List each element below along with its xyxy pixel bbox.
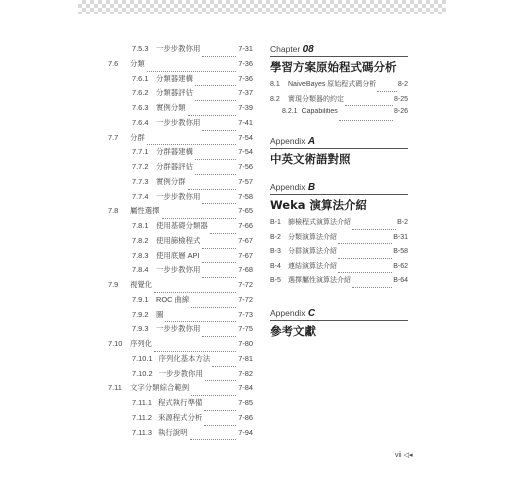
toc-entry-page: 7-82: [238, 368, 253, 378]
toc-entry: [108, 295, 253, 310]
appendix-label-text: Appendix: [270, 182, 306, 192]
toc-entry-title: 分類: [130, 58, 145, 68]
toc-entry-page: 7-80: [238, 339, 253, 348]
toc-entry-page: 7-39: [238, 103, 253, 112]
page-number: vii: [395, 452, 402, 459]
toc-entry-page: 7-66: [238, 221, 253, 230]
toc-entry-page: 7-68: [238, 265, 253, 275]
appendix-a-title: 中英文術語對照: [270, 152, 351, 166]
toc-entry-number: B-1: [270, 219, 281, 226]
toc-entry-number: 7.10.2: [132, 368, 153, 378]
dot-leader: [205, 379, 236, 381]
toc-entry-page: 8-25: [393, 95, 408, 103]
toc-entry: [270, 261, 408, 276]
toc-entry-title: 使用篩檢程式: [156, 235, 201, 245]
toc-entry-number: 7.11.3: [132, 427, 152, 437]
dot-leader: [188, 188, 237, 190]
toc-entry-title: 一步步教你用: [156, 117, 201, 127]
appendix-c-block: [270, 308, 408, 339]
toc-entry-number: 7.8.3: [132, 250, 149, 260]
toc-entry: [108, 324, 253, 339]
toc-entry: [270, 94, 408, 109]
dot-leader: [191, 306, 236, 308]
toc-entry-title: 分群: [130, 132, 145, 142]
toc-entry: [108, 251, 253, 266]
toc-entry-number: 8.2: [270, 95, 280, 103]
toc-entry: [270, 108, 408, 123]
toc-entry-number: 7.6.3: [132, 103, 149, 112]
toc-entry: [108, 383, 253, 398]
toc-entry-number: 7.7.1: [132, 147, 149, 157]
toc-entry-page: 7-85: [238, 398, 253, 407]
toc-entry-page: 8-26: [393, 108, 408, 115]
toc-entry: [108, 413, 253, 428]
toc-entry-title: 分類器建構: [156, 73, 193, 83]
toc-entry-number: 7.10.1: [132, 353, 153, 363]
toc-entry-title: 實例分類: [156, 103, 186, 112]
toc-entry-page: 7-41: [238, 117, 253, 127]
dot-leader: [202, 247, 236, 249]
toc-entry-page: 7-84: [238, 383, 253, 393]
toc-entry-page: B-58: [393, 248, 408, 255]
appendix-label-text: Appendix: [270, 136, 306, 146]
toc-entry: [108, 398, 253, 413]
chapter-title: 學習方案原始程式碼分析: [270, 60, 397, 74]
toc-entry-title: 實例分群: [156, 176, 186, 186]
toc-entry-page: 7-54: [238, 147, 253, 157]
dot-leader: [147, 143, 236, 145]
page-footer: [395, 451, 412, 459]
dot-leader: [202, 335, 236, 337]
toc-entry-page: 7-72: [238, 280, 253, 289]
toc-entry-page: 7-54: [238, 132, 253, 142]
appendix-letter: C: [307, 308, 316, 319]
toc-entry-page: 7-67: [238, 250, 253, 260]
toc-entry-page: 7-37: [238, 88, 253, 98]
toc-entry-number: 7.10: [108, 339, 123, 348]
dot-leader: [202, 129, 236, 131]
toc-entry: [108, 236, 253, 251]
toc-entry: [108, 354, 253, 369]
toc-entry-title: 一步步教你用: [156, 191, 201, 201]
toc-entry-title: 圖: [156, 309, 164, 319]
dot-leader: [212, 365, 236, 367]
toc-entry-title: 執行說明: [158, 427, 188, 437]
toc-entry-title: NaiveBayes 原始程式碼分析: [288, 81, 377, 88]
toc-entry-page: 7-86: [238, 412, 253, 422]
toc-entry-page: 7-81: [238, 353, 253, 363]
toc-entry-title: 視覺化: [130, 280, 153, 289]
appendix-b-label: [270, 182, 408, 195]
toc-entry-page: 7-67: [238, 235, 253, 245]
appendix-b-block: [270, 182, 408, 290]
toc-entry-title: 分群演算法介紹: [288, 248, 337, 255]
dot-leader: [202, 276, 236, 278]
toc-entry-page: B-64: [393, 277, 408, 284]
dot-leader: [204, 424, 236, 426]
toc-entry-number: 7.9.1: [132, 294, 149, 304]
toc-entry-number: B-4: [270, 262, 281, 270]
toc-entry: [108, 265, 253, 280]
toc-entry: [108, 59, 253, 74]
toc-entry-title: 連結演算法介紹: [288, 262, 337, 270]
toc-entry-title: 分類演算法介紹: [288, 233, 337, 241]
toc-entry: [270, 246, 408, 261]
toc-entry-number: 7.6: [108, 58, 119, 68]
toc-entry-title: 序列化: [130, 339, 153, 348]
appendix-a-label: [270, 136, 408, 149]
toc-left-column: [108, 44, 253, 442]
toc-entry: [108, 221, 253, 236]
toc-entry: [108, 133, 253, 148]
toc-entry-page: 7-36: [238, 73, 253, 83]
dot-leader: [195, 173, 236, 175]
toc-entry-number: 7.9.2: [132, 309, 149, 319]
toc-entry: [270, 275, 408, 290]
toc-entry-number: 7.8.4: [132, 265, 149, 275]
toc-entry: [108, 88, 253, 103]
dot-leader: [147, 70, 236, 72]
toc-entry: [270, 79, 408, 94]
toc-entry-number: 7.11.2: [132, 412, 152, 422]
appendix-letter: B: [307, 182, 316, 193]
toc-entry-title: 一步步教你用: [156, 324, 201, 334]
toc-entry-title: 篩檢程式演算法介紹: [288, 219, 351, 226]
dot-leader: [188, 114, 237, 116]
toc-entry-page: 7-57: [238, 176, 253, 186]
toc-entry: [108, 310, 253, 325]
dot-leader: [202, 261, 237, 263]
toc-entry-title: ROC 曲線: [156, 294, 190, 304]
toc-entry-number: 7.9: [108, 280, 119, 289]
dot-leader: [352, 228, 396, 230]
toc-entry-number: 7.6.4: [132, 117, 149, 127]
toc-entry: [108, 280, 253, 295]
toc-entry: [108, 339, 253, 354]
dot-leader: [154, 291, 236, 293]
toc-entry-number: 7.9.3: [132, 324, 149, 334]
toc-entry: [108, 206, 253, 221]
dot-leader: [195, 84, 236, 86]
toc-entry: [108, 192, 253, 207]
toc-entry: [108, 177, 253, 192]
dot-leader: [345, 104, 393, 106]
toc-entry-title: 一步步教你用: [156, 265, 201, 275]
toc-entry-page: B-62: [393, 262, 408, 270]
chapter-label-text: Chapter: [270, 44, 301, 54]
toc-entry-title: Capabilities: [301, 108, 338, 115]
toc-entry: [108, 44, 253, 59]
toc-entry-title: 實現分類器的約定: [288, 95, 344, 103]
toc-entry-page: B-31: [393, 233, 408, 241]
toc-entry-title: 文字分類綜合範例: [130, 383, 190, 393]
appendix-letter: A: [307, 136, 316, 147]
toc-entry-page: 8-2: [397, 81, 408, 88]
toc-entry-page: 7-58: [238, 191, 253, 201]
toc-entry: [108, 118, 253, 133]
toc-entry-title: 分類器評估: [156, 88, 193, 98]
toc-entry: [108, 369, 253, 384]
chapter-label: [270, 44, 408, 57]
toc-entry: [108, 74, 253, 89]
dot-leader: [338, 271, 392, 273]
toc-entry-number: 7.6.1: [132, 73, 149, 83]
dot-leader: [195, 158, 236, 160]
toc-entry-number: B-3: [270, 248, 281, 255]
toc-entry-title: 使用基礎分類器: [156, 221, 208, 230]
toc-entry-number: 7.7.4: [132, 191, 149, 201]
chapter-number: 08: [302, 44, 314, 55]
toc-entry-number: 7.11.1: [132, 398, 152, 407]
toc-entry-number: 7.7.2: [132, 162, 149, 171]
toc-entry-title: 分群器評估: [156, 162, 193, 171]
dot-leader: [162, 217, 237, 219]
toc-entry: [108, 428, 253, 443]
appendix-c-title: 參考文獻: [270, 324, 316, 338]
appendix-label-text: Appendix: [270, 308, 306, 318]
dot-leader: [195, 99, 236, 101]
toc-entry-page: 7-73: [238, 309, 253, 319]
dot-leader: [210, 232, 236, 234]
dot-leader: [165, 320, 236, 322]
dot-leader: [338, 257, 392, 259]
appendix-a-block: [270, 136, 408, 167]
toc-entry-number: 7.5.3: [132, 44, 149, 53]
top-checker-pattern: [78, 0, 446, 14]
toc-entry-page: 7-56: [238, 162, 253, 171]
toc-entry-page: 7-75: [238, 324, 253, 334]
dot-leader: [352, 286, 392, 288]
footer-symbol: ◁◂: [403, 452, 413, 459]
toc-entry-title: 一步步教你用: [158, 368, 203, 378]
toc-entry-number: 7.8.1: [132, 221, 149, 230]
toc-entry: [108, 162, 253, 177]
toc-entry-number: 7.11: [108, 383, 122, 393]
toc-entry: [108, 147, 253, 162]
toc-entry-title: 一步步教你用: [156, 44, 201, 53]
toc-entry-title: 來源程式分析: [158, 412, 203, 422]
dot-leader: [191, 394, 236, 396]
toc-entry-title: 選擇屬性演算法介紹: [288, 277, 351, 284]
toc-entry-title: 程式執行準備: [158, 398, 203, 407]
toc-entry: [270, 232, 408, 247]
toc-entry-number: 8.2.1: [282, 108, 298, 115]
dot-leader: [338, 242, 392, 244]
chapter-8-entries: [270, 79, 408, 123]
toc-entry-title: 使用底層 API: [156, 250, 200, 260]
toc-entry-title: 序列化基本方法: [158, 353, 211, 363]
dot-leader: [204, 409, 236, 411]
toc-entry-number: 7.8: [108, 206, 119, 216]
dot-leader: [154, 350, 236, 352]
toc-entry: [108, 103, 253, 118]
dot-leader: [202, 202, 236, 204]
chapter-8-block: [270, 44, 408, 123]
toc-entry-number: 7.6.2: [132, 88, 149, 98]
toc-entry-title: 屬性選擇: [130, 206, 160, 216]
toc-entry-number: B-5: [270, 277, 281, 284]
toc-entry-number: 7.8.2: [132, 235, 149, 245]
toc-entry-number: 7.7.3: [132, 176, 149, 186]
toc-entry-page: 7-72: [238, 294, 253, 304]
toc-entry: [270, 217, 408, 232]
appendix-b-entries: [270, 217, 408, 290]
toc-entry-page: 7-94: [238, 427, 253, 437]
dot-leader: [339, 119, 393, 121]
toc-entry-title: 分群器建構: [156, 147, 193, 157]
toc-entry-page: B-2: [397, 219, 408, 226]
dot-leader: [377, 90, 397, 92]
toc-entry-page: 7-36: [238, 58, 253, 68]
toc-entry-page: 7-65: [238, 206, 253, 216]
dot-leader: [202, 55, 236, 57]
appendix-b-title: Weka 演算法介紹: [270, 198, 367, 212]
dot-leader: [190, 438, 237, 440]
toc-entry-number: 8.1: [270, 81, 280, 88]
toc-entry-number: 7.7: [108, 132, 119, 142]
toc-entry-number: B-2: [270, 233, 281, 241]
appendix-c-label: [270, 308, 408, 321]
toc-entry-page: 7-31: [238, 44, 253, 53]
